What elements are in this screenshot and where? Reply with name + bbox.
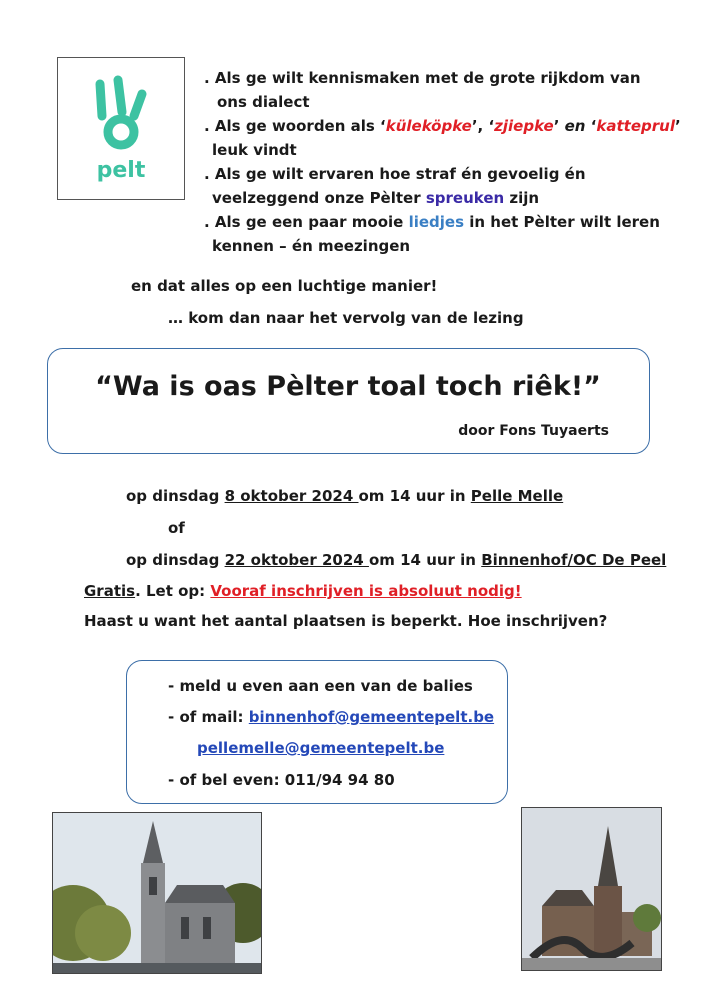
contact-mail-2-line	[197, 738, 444, 758]
session-2-date: 22 oktober 2024	[224, 551, 369, 569]
church-photo-left	[52, 812, 262, 974]
bullet-3-pre: veelzeggend onze Pèlter	[212, 189, 426, 207]
mail-label: - of mail:	[168, 708, 249, 726]
session-2-mid: om 14 uur in	[368, 551, 482, 569]
intro-line-1: en dat alles op een luchtige manier!	[131, 277, 438, 295]
session-1-pre: op dinsdag	[126, 487, 225, 505]
bullet-2-en: en	[564, 117, 586, 135]
word-kulekopke: küleköpke	[385, 117, 472, 135]
intro-line-2: … kom dan naar het vervolg van de lezing	[168, 309, 524, 327]
lecture-title-box	[47, 348, 650, 454]
word-liedjes: liedjes	[408, 213, 465, 231]
bullet-4-post: in het Pèlter wilt leren	[464, 213, 660, 231]
session-1-place: Pelle Melle	[470, 487, 564, 505]
bullet-4-pre: . Als ge een paar mooie	[204, 213, 409, 231]
bullet-4-line-2: kennen – én meezingen	[212, 237, 411, 255]
let-op-label: . Let op:	[135, 582, 211, 600]
mail-binnenhof-link[interactable]: binnenhof@gemeentepelt.be	[248, 708, 495, 726]
word-spreuken: spreuken	[425, 189, 505, 207]
contact-desk: - meld u even aan een van de balies	[168, 677, 473, 695]
registration-warning: Vooraf inschrijven is absoluut nodig!	[210, 582, 522, 600]
bullet-3-line-1: . Als ge wilt ervaren hoe straf én gevoelig én	[204, 165, 586, 183]
lecture-author: door Fons Tuyaerts	[458, 423, 609, 439]
gratis-label: Gratis	[84, 582, 136, 600]
bullet-1-line-2: ons dialect	[217, 93, 310, 111]
bullet-3-line-2	[212, 188, 539, 208]
word-katteprul: katteprul	[596, 117, 675, 135]
session-1-date: 8 oktober 2024	[224, 487, 359, 505]
word-zjiepke: zjiepke	[494, 117, 554, 135]
session-2	[126, 550, 666, 570]
bullet-2-sep-1: ’, ‘	[471, 117, 495, 135]
session-1	[126, 486, 563, 506]
bullet-2-pre: . Als ge woorden als ‘	[204, 117, 386, 135]
bullet-4-line-1	[204, 212, 660, 232]
pelt-logo	[57, 57, 185, 200]
haast-line: Haast u want het aantal plaatsen is beperkt. Hoe inschrijven?	[84, 612, 608, 630]
notice-line	[84, 581, 522, 601]
session-2-place: Binnenhof/OC De Peel	[481, 551, 667, 569]
bullet-2-sep-3: ‘	[585, 117, 597, 135]
church-photo-right	[521, 807, 662, 971]
hand-ok-icon	[58, 58, 184, 158]
bullet-2-line-1	[204, 116, 681, 136]
lecture-title: “Wa is oas Pèlter toal toch riêk!”	[95, 371, 601, 402]
bullet-2-post: ’	[674, 117, 681, 135]
bullet-3-post: zijn	[504, 189, 540, 207]
session-or: of	[168, 519, 185, 537]
session-2-pre: op dinsdag	[126, 551, 225, 569]
bullet-1-line-1: . Als ge wilt kennismaken met de grote rijkdom van	[204, 69, 641, 87]
mail-pellemelle-link[interactable]: pellemelle@gemeentepelt.be	[197, 739, 445, 757]
contact-mail-line	[168, 707, 494, 727]
bullet-2-sep-2: ’	[553, 117, 565, 135]
contact-phone: - of bel even: 011/94 94 80	[168, 771, 395, 789]
logo-word: pelt	[96, 158, 146, 183]
bullet-2-line-2: leuk vindt	[212, 141, 297, 159]
session-1-mid: om 14 uur in	[358, 487, 471, 505]
